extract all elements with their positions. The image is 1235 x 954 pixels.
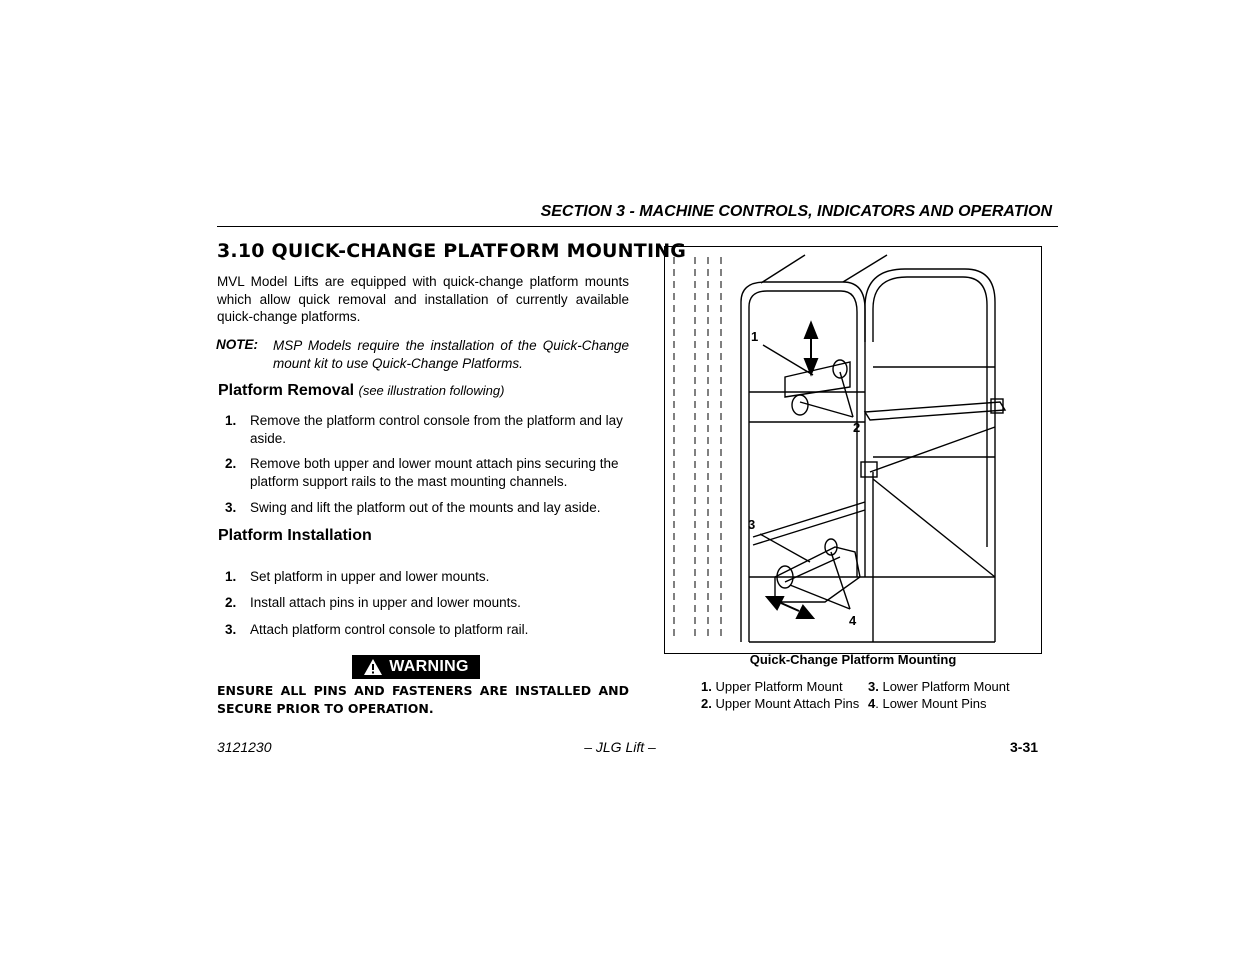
legend-text: Upper Platform Mount — [715, 679, 843, 694]
platform-drawing — [665, 247, 1041, 653]
note-text: MSP Models require the installation of the Quick-Change mount kit to use Quick-Change Platforms. — [273, 338, 629, 371]
page-header — [217, 202, 1058, 227]
note-label: NOTE: — [216, 337, 258, 352]
intro-paragraph: MVL Model Lifts are equipped with quick-change platform mounts which allow quick removal and installation of currently available quick-change platforms. — [217, 274, 629, 324]
legend-text: Lower Platform Mount — [882, 679, 1010, 694]
legend-number: 1. — [701, 679, 712, 694]
step-number: 2. — [225, 595, 237, 610]
legend-item-2 — [701, 696, 859, 711]
legend-number: 2. — [701, 696, 712, 711]
legend-number: 4 — [868, 696, 876, 711]
callout-3: 3 — [748, 517, 756, 532]
legend-item-4 — [868, 696, 987, 711]
step-text: Swing and lift the platform out of the mounts and lay aside. — [250, 500, 601, 515]
warning-label: WARNING — [389, 658, 469, 675]
warning-text: ENSURE ALL PINS AND FASTENERS ARE INSTALLED AND SECURE PRIOR TO OPERATION. — [217, 683, 629, 716]
step-text: Attach platform control console to platform rail. — [250, 622, 529, 637]
step-number: 3. — [225, 622, 237, 637]
legend-text: Upper Mount Attach Pins — [715, 696, 860, 711]
platform-removal-title: Platform Removal — [218, 382, 355, 399]
document-number: 3121230 — [217, 739, 272, 755]
warning-badge — [352, 655, 480, 679]
step-number: 1. — [225, 569, 237, 584]
platform-removal-subtitle: (see illustration following) — [358, 383, 505, 398]
platform-mounting-illustration — [664, 246, 1042, 654]
step-text: Remove the platform control console from the platform and lay aside. — [250, 413, 623, 446]
section-header-title: SECTION 3 - MACHINE CONTROLS, INDICATORS AND OPERATION — [540, 203, 1052, 220]
callout-4: 4 — [849, 613, 857, 628]
legend-item-3 — [868, 679, 1010, 694]
callout-1: 1 — [751, 329, 759, 344]
page-number: 3-31 — [1010, 739, 1039, 755]
platform-installation-heading: Platform Installation — [218, 527, 372, 544]
legend-item-1 — [701, 679, 843, 694]
step-number: 2. — [225, 456, 237, 471]
footer-center-text: – JLG Lift – — [584, 739, 656, 755]
step-number: 3. — [225, 500, 237, 515]
legend-text: . Lower Mount Pins — [875, 696, 987, 711]
step-text: Set platform in upper and lower mounts. — [250, 569, 490, 584]
callout-2: 2 — [853, 420, 861, 435]
legend-number: 3. — [868, 679, 879, 694]
step-number: 1. — [225, 413, 237, 428]
step-text: Remove both upper and lower mount attach pins securing the platform support rails to the mast mounting channels. — [250, 456, 619, 489]
step-text: Install attach pins in upper and lower mounts. — [250, 595, 521, 610]
section-title: 3.10 QUICK-CHANGE PLATFORM MOUNTING — [217, 240, 687, 262]
warning-triangle-icon — [363, 658, 383, 676]
figure-caption: Quick-Change Platform Mounting — [749, 652, 957, 667]
platform-removal-heading — [218, 382, 504, 400]
